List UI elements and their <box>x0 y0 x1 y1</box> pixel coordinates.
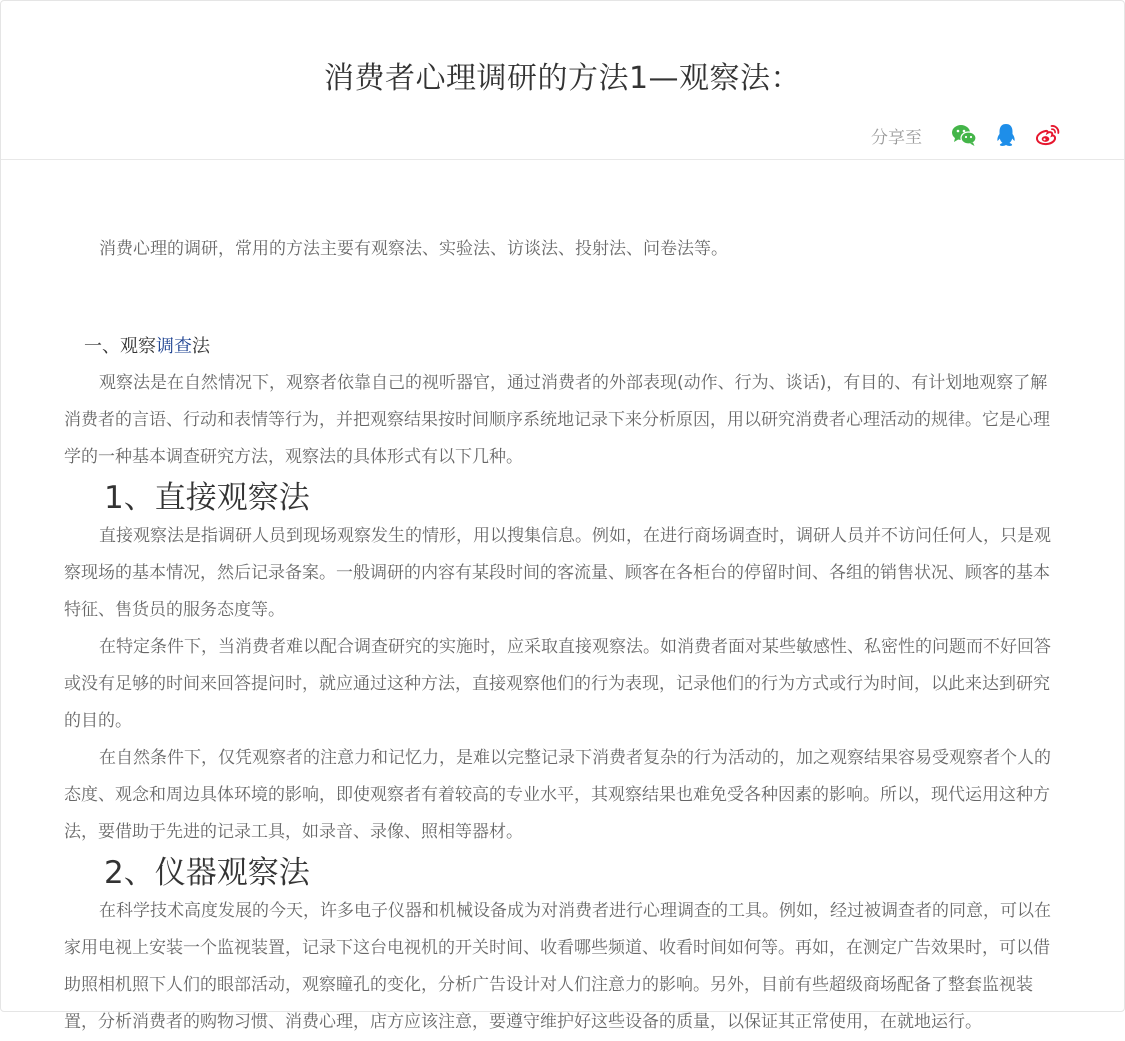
survey-link[interactable]: 调查 <box>156 336 192 357</box>
article-body <box>64 231 1062 1041</box>
section-prefix: 一、观察 <box>84 336 156 357</box>
share-label: 分享至 <box>871 127 922 148</box>
wechat-icon[interactable] <box>950 121 978 149</box>
paragraph: 在自然条件下，仅凭观察者的注意力和记忆力，是难以完整记录下消费者复杂的行为活动的，加之观察结果容易受观察者个人的态度、观念和周边具体环境的影响，即使观察者有着较高的专业水平，其观察结果也难免受各种因素的影响。所以，现代运用这种方法，要借助于先进的记录工具，如录音、录像、照相等器材。 <box>64 748 1051 842</box>
paragraph: 观察法是在自然情况下，观察者依靠自己的视听器官，通过消费者的外部表现(动作、行为、谈话)，有目的、有计划地观察了解消费者的言语、行动和表情等行为，并把观察结果按时间顺序系统地记录下来分析原因，用以研究消费者心理活动的规律。它是心理学的一种基本调查研究方法，观察法的具体形式有以下几种。 <box>64 373 1050 467</box>
section-heading-observation <box>64 328 1062 365</box>
share-bar <box>871 121 1062 149</box>
section-suffix: 法 <box>192 336 210 357</box>
paragraph: 在科学技术高度发展的今天，许多电子仪器和机械设备成为对消费者进行心理调查的工具。例如，经过被调查者的同意，可以在家用电视上安装一个监视装置，记录下这台电视机的开关时间、收看哪些频道、收看时间如何等。再如，在测定广告效果时，可以借助照相机照下人们的眼部活动，观察瞳孔的变化，分析广告设计对人们注意力的影响。另外，目前有些超级商场配备了整套监视装置，分析消费者的购物习惯、消费心理，店方应该注意，要遵守维护好这些设备的质量，以保证其正常使用，在就地运行。 <box>64 901 1051 1032</box>
weibo-icon[interactable] <box>1034 121 1062 149</box>
article-header <box>1 1 1124 160</box>
qq-icon[interactable] <box>992 121 1020 149</box>
article-title: 消费者心理调研的方法1—观察法： <box>323 61 802 96</box>
lead-paragraph: 消费心理的调研，常用的方法主要有观察法、实验法、访谈法、投射法、问卷法等。 <box>99 239 728 259</box>
paragraph: 在特定条件下，当消费者难以配合调查研究的实施时，应采取直接观察法。如消费者面对某些敏感性、私密性的问题而不好回答或没有足够的时间来回答提问时，就应通过这种方法，直接观察他们的行为表现，记录他们的行为方式或行为时间，以此来达到研究的目的。 <box>64 637 1051 731</box>
heading-direct-observation: 1、直接观察法 <box>104 480 310 516</box>
paragraph: 直接观察法是指调研人员到现场观察发生的情形，用以搜集信息。例如，在进行商场调查时，调研人员并不访问任何人，只是观察现场的基本情况，然后记录备案。一般调研的内容有某段时间的客流量、顾客在各柜台的停留时间、各组的销售状况、顾客的基本特征、售货员的服务态度等。 <box>64 526 1051 620</box>
heading-instrument-observation: 2、仪器观察法 <box>104 855 310 891</box>
